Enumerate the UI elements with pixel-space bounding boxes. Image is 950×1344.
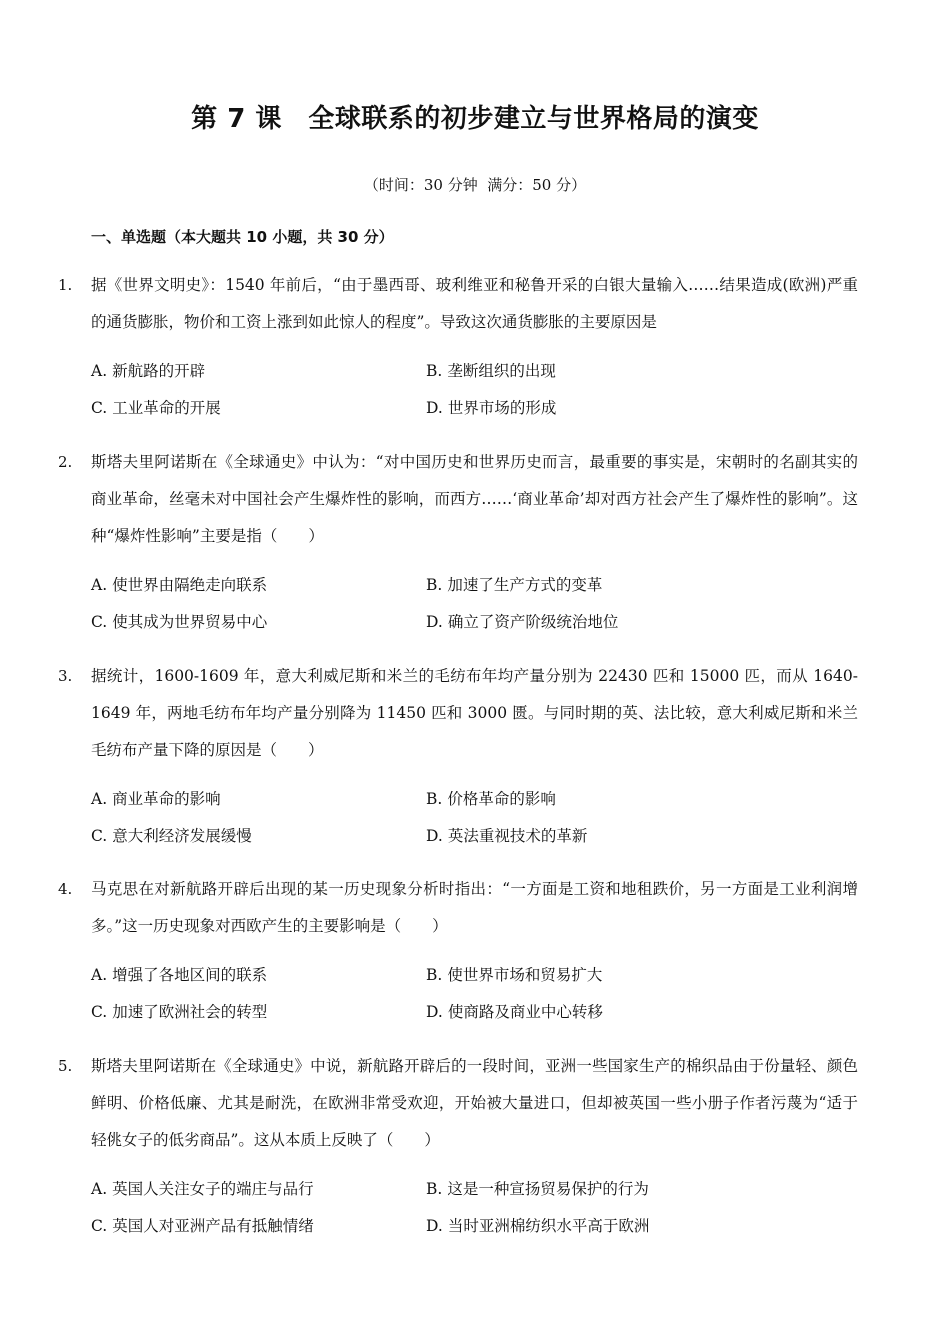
option-c[interactable]: C. 英国人对亚洲产品有抵触情绪 [91,1217,314,1235]
option-list [91,567,858,641]
option-c[interactable]: C. 使其成为世界贸易中心 [91,613,268,631]
option-b[interactable]: B. 这是一种宣扬贸易保护的行为 [426,1180,649,1198]
question-number: 1. [58,276,73,294]
option-d[interactable]: D. 确立了资产阶级统治地位 [426,613,619,631]
option-d[interactable]: D. 使商路及商业中心转移 [426,1003,603,1021]
option-c[interactable]: C. 工业革命的开展 [91,399,221,417]
option-list [91,957,858,1031]
question-stem: 斯塔夫里阿诺斯在《全球通史》中说，新航路开辟后的一段时间，亚洲一些国家生产的棉织品由于份量轻、颜色鲜明、价格低廉、尤其是耐洗，在欧洲非常受欢迎，开始被大量进口，但却被英国一些小册子作者污蔑为“适于轻佻女子的低劣商品”。这从本质上反映了（ ） [91,1057,858,1149]
option-d[interactable]: D. 当时亚洲棉纺织水平高于欧洲 [426,1217,650,1235]
option-list [91,353,858,427]
question-2 [58,444,858,641]
question-4 [58,871,858,1031]
question-stem: 马克思在对新航路开辟后出现的某一历史现象分析时指出：“一方面是工资和地租跌价，另一方面是工业利润增多。”这一历史现象对西欧产生的主要影响是（ ） [91,880,858,935]
section-heading: 一、单选题（本大题共 10 小题，共 30 分） [91,228,394,246]
question-3 [58,658,858,855]
option-b[interactable]: B. 垄断组织的出现 [426,362,556,380]
question-number: 4. [58,880,73,898]
question-number: 5. [58,1057,73,1075]
option-d[interactable]: D. 世界市场的形成 [426,399,557,417]
option-b[interactable]: B. 使世界市场和贸易扩大 [426,966,603,984]
exam-time-info: （时间：30 分钟 满分：50 分） [363,176,587,194]
option-a[interactable]: A. 增强了各地区间的联系 [91,966,268,984]
question-stem: 据统计，1600-1609 年，意大利威尼斯和米兰的毛纺布年均产量分别为 22430 匹和 15000 匹，而从 1640-1649 年，两地毛纺布年均产量分别降为 11450 匹和 3000 匮。与同时期的英、法比较，意大利威尼斯和米兰毛纺布产量下降的原因是（ ） [91,667,858,759]
option-c[interactable]: C. 意大利经济发展缓慢 [91,827,252,845]
option-a[interactable]: A. 商业革命的影响 [91,790,221,808]
option-a[interactable]: A. 使世界由隔绝走向联系 [91,576,268,594]
question-5 [58,1048,858,1245]
option-b[interactable]: B. 加速了生产方式的变革 [426,576,603,594]
option-list [91,1171,858,1245]
option-a[interactable]: A. 英国人关注女子的端庄与品行 [91,1180,314,1198]
question-stem: 斯塔夫里阿诺斯在《全球通史》中认为：“对中国历史和世界历史而言，最重要的事实是，宋朝时的名副其实的商业革命，丝毫未对中国社会产生爆炸性的影响，而西方……‘商业革命’却对西方社会产生了爆炸性的影响”。这种“爆炸性影响”主要是指（ ） [91,453,858,545]
option-d[interactable]: D. 英法重视技术的革新 [426,827,588,845]
option-list [91,781,858,855]
page-title: 第 7 课 全球联系的初步建立与世界格局的演变 [191,104,759,134]
question-number: 3. [58,667,73,685]
question-1 [58,267,858,427]
option-b[interactable]: B. 价格革命的影响 [426,790,556,808]
option-a[interactable]: A. 新航路的开辟 [91,362,206,380]
option-c[interactable]: C. 加速了欧洲社会的转型 [91,1003,268,1021]
question-number: 2. [58,453,73,471]
question-stem: 据《世界文明史》：1540 年前后，“由于墨西哥、玻利维亚和秘鲁开采的白银大量输入……结果造成(欧洲)严重的通货膨胀，物价和工资上涨到如此惊人的程度”。导致这次通货膨胀的主要原因是 [91,276,858,331]
